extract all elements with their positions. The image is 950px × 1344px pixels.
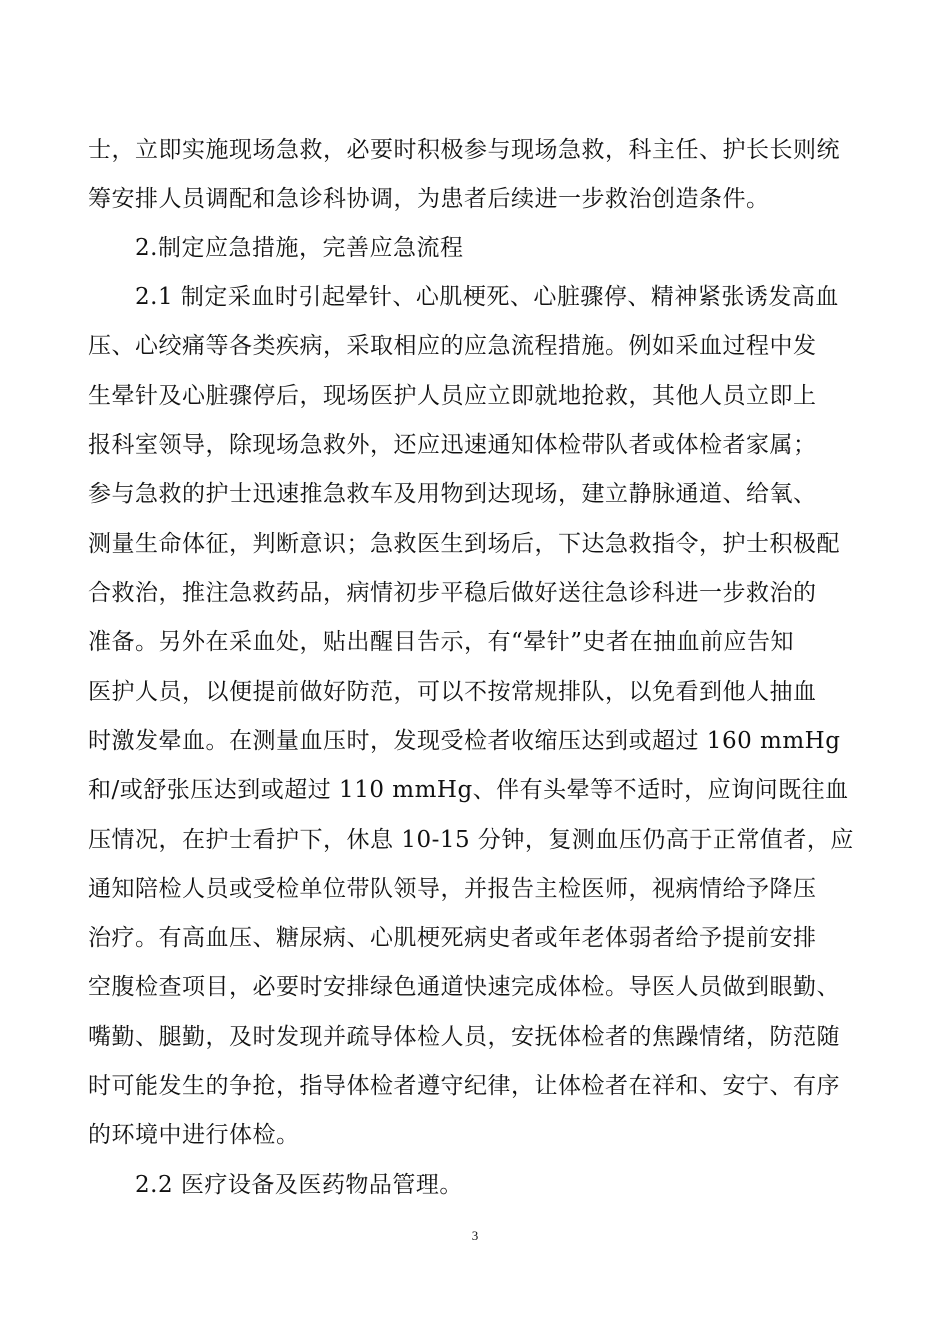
text-line: 时可能发生的争抢，指导体检者遵守纪律，让体检者在祥和、安宁、有序 [88, 1073, 840, 1099]
text-line: 报科室领导，除现场急救外，还应迅速通知体检带队者或体检者家属； [88, 432, 817, 458]
text-line: 筹安排人员调配和急诊科协调，为患者后续进一步救治创造条件。 [88, 186, 770, 212]
section-heading: 2.制定应急措施，完善应急流程 [88, 235, 464, 261]
text-line: 时激发晕血。在测量血压时，发现受检者收缩压达到或超过 160 mmHg [88, 728, 841, 754]
text-line: 压情况，在护士看护下，休息 10-15 分钟，复测血压仍高于正常值者，应 [88, 827, 854, 853]
text-line: 2.1 制定采血时引起晕针、心肌梗死、心脏骤停、精神紧张诱发高血 [88, 284, 839, 310]
text-line: 测量生命体征，判断意识；急救医生到场后，下达急救指令，护士积极配 [88, 531, 840, 557]
text-line: 通知陪检人员或受检单位带队领导，并报告主检医师，视病情给予降压 [88, 876, 817, 902]
text-line: 压、心绞痛等各类疾病，采取相应的应急流程措施。例如采血过程中发 [88, 333, 817, 359]
text-line: 医护人员，以便提前做好防范，可以不按常规排队，以免看到他人抽血 [88, 679, 817, 705]
text-line: 治疗。有高血压、糖尿病、心肌梗死病史者或年老体弱者给予提前安排 [88, 925, 817, 951]
text-line: 和/或舒张压达到或超过 110 mmHg、伴有头晕等不适时，应询问既往血 [88, 777, 849, 803]
text-line: 士，立即实施现场急救，必要时积极参与现场急救，科主任、护长长则统 [88, 137, 840, 163]
text-line: 的环境中进行体检。 [88, 1122, 300, 1148]
text-line: 准备。另外在采血处，贴出醒目告示，有“晕针”史者在抽血前应告知 [88, 629, 795, 655]
text-line: 嘴勤、腿勤，及时发现并疏导体检人员，安抚体检者的焦躁情绪，防范随 [88, 1024, 840, 1050]
text-line: 合救治，推注急救药品，病情初步平稳后做好送往急诊科进一步救治的 [88, 580, 817, 606]
text-line: 空腹检查项目，必要时安排绿色通道快速完成体检。导医人员做到眼勤、 [88, 974, 840, 1000]
text-line: 参与急救的护士迅速推急救车及用物到达现场，建立静脉通道、给氧、 [88, 481, 817, 507]
text-line: 生晕针及心脏骤停后，现场医护人员应立即就地抢救，其他人员立即上 [88, 383, 817, 409]
section-heading: 2.2 医疗设备及医药物品管理。 [88, 1172, 463, 1198]
page-number: 3 [471, 1228, 479, 1243]
